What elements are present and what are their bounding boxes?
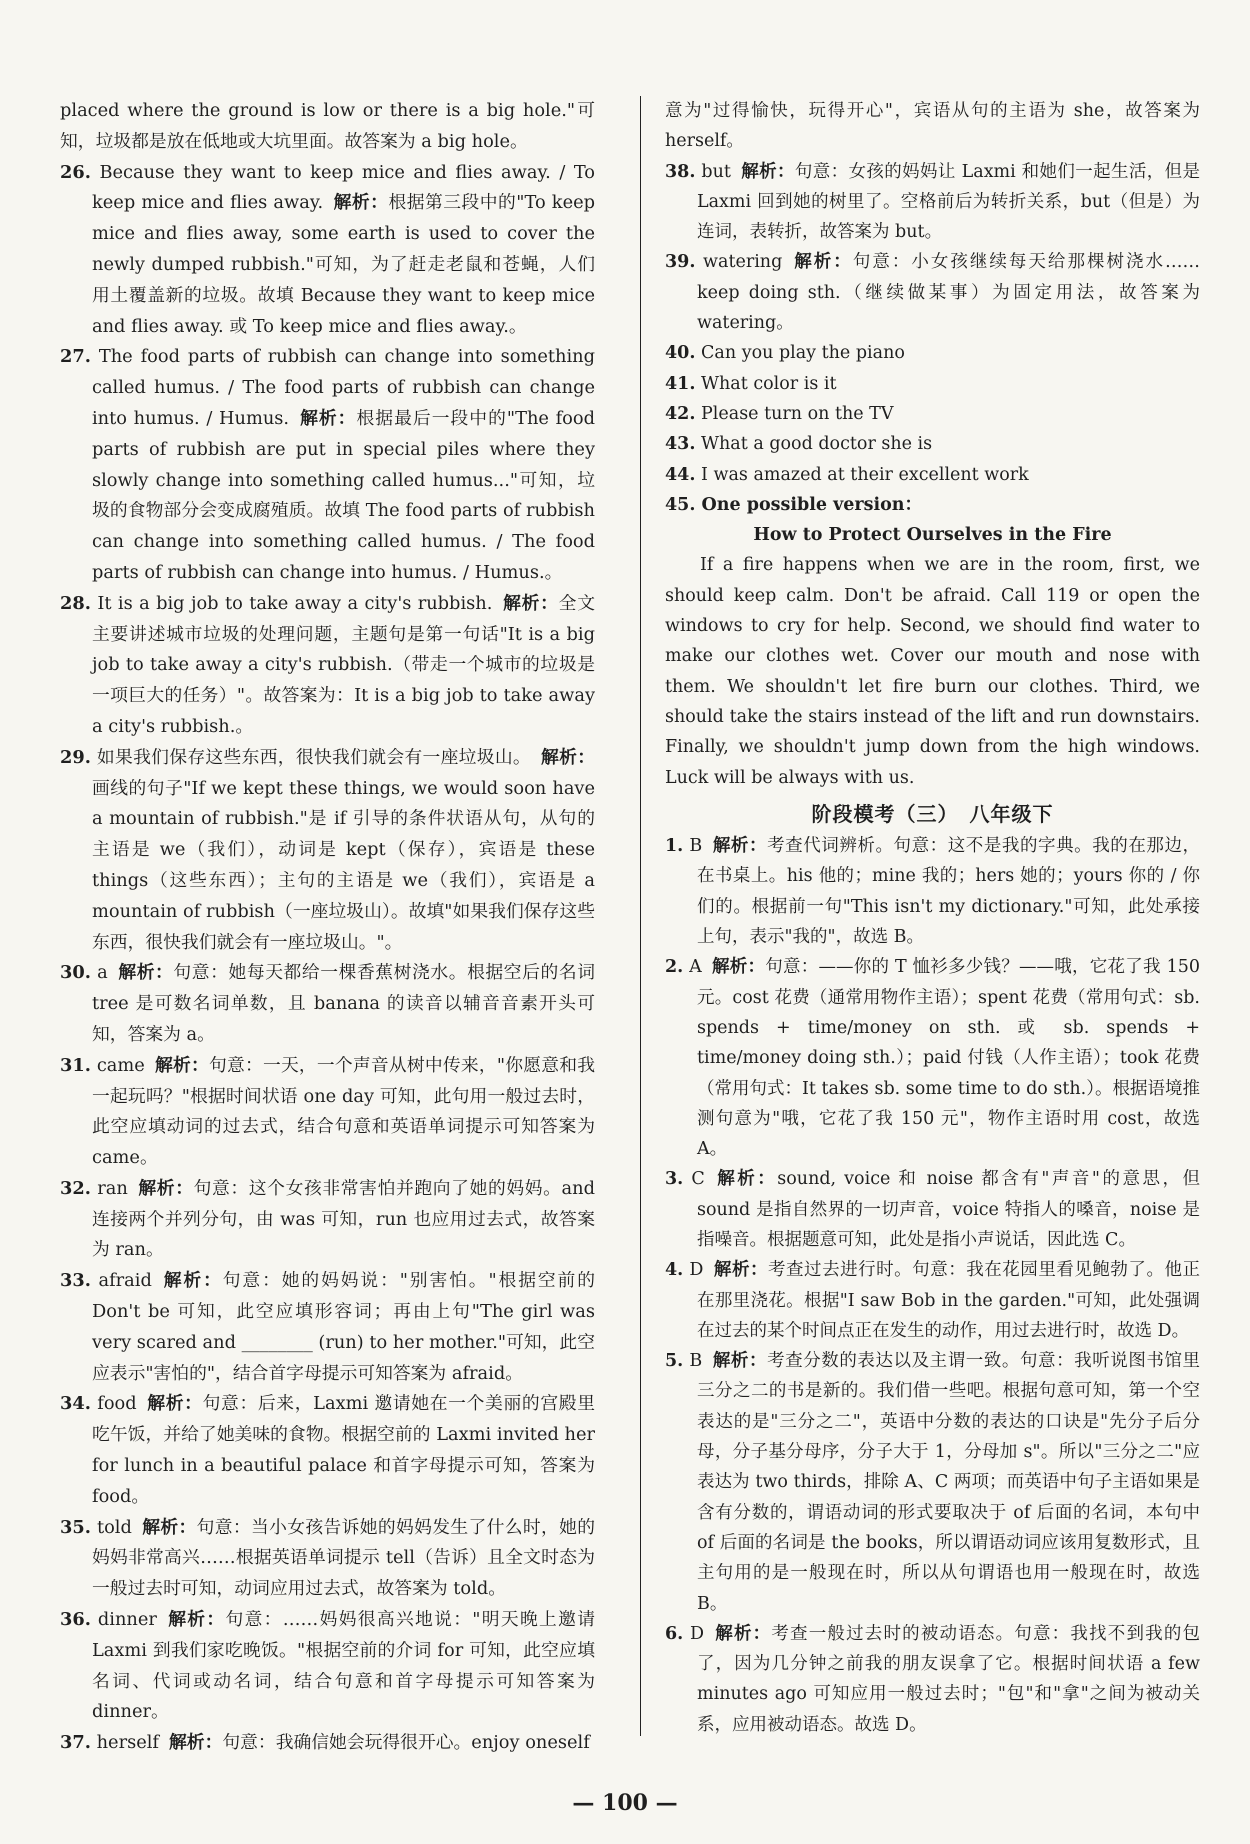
answer-item: [60, 342, 595, 588]
item-answer: 如果我们保存这些东西，很快我们就会有一座垃圾山。: [96, 746, 532, 768]
answer-item: [60, 1728, 595, 1759]
answer-item: [60, 1389, 595, 1512]
item-explanation: 句意：当小女孩告诉她的妈妈发生了什么时，她的妈妈非常高兴……根据英语单词提示 tell（告诉）且全文时态为一般过去时可知，动词应用过去式，故答案为 told。: [92, 1516, 595, 1600]
right-column: [665, 96, 1200, 1740]
item-explanation: 句意：——你的 T 恤衫多少钱？——哦，它花了我 150 元。cost 花费（通常用物作主语）；spent 花费（常用句式：sb. spends + time/money on sth. 或 sb. spends + time/money doing sth.）；paid 付钱（人作主语）；took 花费（常用句式：It takes sb. some time to do sth.）。根据语境推测句意为"哦，它花了我 150 元"，物作主语时用 cost，故选 A。: [697, 957, 1200, 1160]
item-answer: ran: [97, 1177, 128, 1199]
answer-item: [665, 157, 1200, 248]
analysis-tag: 解析：: [117, 962, 174, 984]
item-number: 42.: [665, 403, 696, 424]
answer-item: [665, 1346, 1200, 1619]
item-number: 34.: [60, 1393, 91, 1415]
page-number: — 100 —: [572, 1790, 678, 1816]
answer-item: [665, 1255, 1200, 1346]
right-answer-list: [665, 157, 1200, 490]
answer-item: [665, 1619, 1200, 1740]
item-answer: a: [97, 962, 108, 984]
item-answer: dinner: [97, 1609, 157, 1631]
analysis-tag: 解析：: [712, 1351, 768, 1372]
analysis-tag: 解析：: [137, 1177, 194, 1199]
item-answer: D: [690, 1623, 705, 1644]
item-answer: herself: [96, 1732, 159, 1754]
item-answer: C: [691, 1169, 705, 1190]
item-explanation: 句意：女孩的妈妈让 Laxmi 和她们一起生活，但是 Laxmi 回到她的树里了。空格前后为转折关系，but（但是）为连词，表转折，故答案为 but。: [697, 161, 1200, 243]
item-explanation: 根据最后一段中的"The food parts of rubbish are put in special piles where they slowly change into something called humus..."可知，垃圾的食物部分会变成腐殖质。故填 The food parts of rubbish can change into something called humus. / The food parts of rubbish can change into humus. / Humus.。: [92, 407, 595, 583]
item-explanation: 句意：……妈妈很高兴地说："明天晚上邀请 Laxmi 到我们家吃晚饭。"根据空前的介词 for 可知，此空应填名词、代词或动名词，结合句意和首字母提示可知答案为 dinner。: [92, 1609, 595, 1723]
analysis-tag: 解析：: [141, 1516, 197, 1538]
item-number: 2.: [665, 957, 684, 978]
item-number: 5.: [665, 1351, 684, 1372]
analysis-tag: 解析：: [792, 252, 853, 273]
analysis-tag: 解析：: [712, 836, 768, 857]
item-explanation: 考查一般过去时的被动语态。句意：我找不到我的包了，因为几分钟之前我的朋友误拿了它。根据时间状语 a few minutes ago 可知应用一般过去时；"包"和"拿"之间为被动关系，应用被动语态。故选 D。: [697, 1623, 1201, 1735]
item-explanation: 考查代词辨析。句意：这不是我的字典。我的在那边，在书桌上。his 他的；mine 我的；hers 她的；yours 你的 / 你们的。根据前一句"This isn't my dictionary."可知，此处承接上句，表示"我的"，故选 B。: [697, 836, 1201, 948]
item-explanation: 句意：后来，Laxmi 邀请她在一个美丽的宫殿里吃午饭，并给了她美味的食物。根据空前的 Laxmi invited her for lunch in a beautiful palace 和首字母提示可知，答案为 food。: [92, 1393, 595, 1507]
item-explanation: 句意：我确信她会玩得很开心。enjoy oneself: [222, 1732, 590, 1754]
left-answer-list: [60, 158, 595, 1759]
left-column: [60, 96, 595, 1759]
answer-item: [60, 1513, 595, 1605]
analysis-tag: 解析：: [146, 1393, 203, 1415]
analysis-tag: 解析：: [713, 1260, 768, 1281]
item-number: 27.: [60, 346, 91, 368]
answer-item: [60, 589, 595, 743]
item-answer: I was amazed at their excellent work: [701, 464, 1029, 485]
section-title: 阶段模考（三） 八年级下: [811, 801, 1054, 826]
answer-item: [60, 1266, 595, 1389]
item-answer: Can you play the piano: [701, 343, 905, 364]
answer-item: [60, 1174, 595, 1266]
item-answer: told: [96, 1516, 132, 1538]
item-explanation: 句意：她的妈妈说："别害怕。"根据空前的 Don't be 可知，此空应填形容词；再由上句"The girl was very scared and ________ (run) to her mother."可知，此空应表示"害怕的"，结合首字母提示可知答案为 afraid。: [92, 1270, 595, 1384]
item-number: 43.: [665, 434, 696, 455]
answer-item: [665, 952, 1200, 1164]
answer-item: [665, 369, 1200, 399]
item-answer: A: [689, 957, 702, 978]
item-answer: but: [701, 161, 731, 182]
item-number: 4.: [665, 1260, 684, 1281]
analysis-tag: 解析：: [714, 1169, 778, 1190]
item-number: 37.: [60, 1732, 91, 1754]
item-answer: Please turn on the TV: [701, 403, 894, 424]
item-answer: afraid: [98, 1270, 152, 1292]
item-explanation: 句意：这个女孩非常害怕并跑向了她的妈妈。and 连接两个并列分句，由 was 可知，run 也应用过去式，故答案为 ran。: [92, 1177, 595, 1261]
answer-item: [665, 247, 1200, 338]
item-answer: B: [689, 836, 703, 857]
item-number: 3.: [665, 1169, 684, 1190]
item-number: 6.: [665, 1623, 684, 1644]
item-number: 40.: [665, 343, 696, 364]
answer-item: [665, 1164, 1200, 1255]
analysis-tag: 解析：: [333, 192, 389, 214]
analysis-tag: 解析：: [166, 1609, 226, 1631]
answer-item: [60, 158, 595, 343]
analysis-tag: 解析：: [541, 746, 595, 768]
answer-item: [60, 743, 595, 959]
item-answer: D: [689, 1260, 704, 1281]
answer-item: [60, 1051, 595, 1174]
item-explanation: 全文主要讲述城市垃圾的处理问题，主题句是第一句话"It is a big job to take away a city's rubbish.（带走一个城市的垃圾是一项巨大的任务）"。故答案为：It is a big job to take away a city's rubbish.。: [92, 592, 595, 737]
item-number: 33.: [60, 1270, 91, 1292]
analysis-tag: 解析：: [502, 592, 559, 614]
item-explanation: 句意：一天，一个声音从树中传来，"你愿意和我一起玩吗？"根据时间状语 one day 可知，此句用一般过去时，此空应填动词的过去式，结合句意和英语单词提示可知答案为 came。: [92, 1054, 595, 1169]
continued-text: placed where the ground is low or there is a big hole."可知，垃圾都是放在低地或大坑里面。故答案为 a big hole。: [60, 100, 595, 152]
item-number: 1.: [665, 836, 684, 857]
item-explanation: 句意：她每天都给一棵香蕉树浇水。根据空后的名词 tree 是可数名词单数，且 banana 的读音以辅音音素开头可知，答案为 a。: [92, 962, 595, 1045]
item-number: 26.: [60, 161, 91, 183]
item-number: 30.: [60, 962, 91, 984]
essay-body: If a fire happens when we are in the room, first, we should keep calm. Don't be afraid. Call 119 or open the windows to cry for help. Second, we should find water to make our clothes wet. Cover our mouth and nose with them. We shouldn't let fire burn our clothes. Third, we should take the stairs instead of the lift and run downstairs. Finally, we shouldn't jump down from the high windows. Luck will be always with us.: [665, 555, 1200, 788]
answer-item: [665, 831, 1200, 952]
item-number: 28.: [60, 592, 91, 614]
answer-item: [665, 429, 1200, 459]
analysis-tag: 解析：: [299, 407, 357, 429]
item-number: 38.: [665, 161, 696, 182]
item-explanation: 句意：小女孩继续每天给那棵树浇水……keep doing sth.（继续做某事）为固定用法，故答案为 watering。: [697, 252, 1200, 334]
analysis-tag: 解析：: [711, 957, 766, 978]
item-number: 35.: [60, 1516, 91, 1538]
item-answer: What color is it: [701, 373, 837, 394]
answer-item: [60, 958, 595, 1050]
item-number: 36.: [60, 1609, 91, 1631]
item-number: 39.: [665, 252, 696, 273]
item-number: 29.: [60, 746, 91, 768]
essay-title: How to Protect Ourselves in the Fire: [753, 525, 1112, 546]
item-number: 32.: [60, 1177, 91, 1199]
item-answer: What a good doctor she is: [701, 434, 933, 455]
analysis-tag: 解析：: [169, 1732, 223, 1754]
item-explanation: sound, voice 和 noise 都含有"声音"的意思，但 sound 是指自然界的一切声音，voice 特指人的嗓音，noise 是指噪音。根据题意可知，此处是指小声说话，因此选 C。: [697, 1169, 1200, 1250]
quiz-answer-list: [665, 831, 1200, 1740]
column-divider: [640, 96, 641, 1736]
item-explanation: 根据第三段中的"To keep mice and flies away, some earth is used to cover the newly dumped rubbish."可知，为了赶走老鼠和苍蝇，人们用土覆盖新的垃圾。故填 Because they want to keep mice and flies away. 或 To keep mice and flies away.。: [92, 192, 595, 337]
item-explanation: 考查分数的表达以及主谓一致。句意：我听说图书馆里三分之二的书是新的。我们借一些吧。根据句意可知，第一个空表达的是"三分之二"，英语中分数的表达的口诀是"先分子后分母，分子基分母序，分子大于 1，分母加 s"。所以"三分之二"应表达为 two thirds，排除 A、C 两项；而英语中句子主语如果是含有分数的，谓语动词的形式要取决于 of 后面的名词，本句中 of 后面的名词是 the books，所以谓语动词应该用复数形式，且主句用的是一般现在时，所以从句谓语也用一般现在时，故选 B。: [697, 1351, 1201, 1614]
analysis-tag: 解析：: [161, 1270, 223, 1292]
item-answer: B: [689, 1351, 703, 1372]
item-answer: It is a big job to take away a city's rubbish.: [97, 592, 493, 614]
item-number: 41.: [665, 373, 696, 394]
analysis-tag: 解析：: [154, 1054, 209, 1076]
item-answer: The food parts of rubbish can change into something called humus. / The food parts of rubbish can change into humus. / Humus.: [92, 346, 595, 429]
item-explanation: 考查过去进行时。句意：我在花园里看见鲍勃了。他正在那里浇花。根据"I saw Bob in the garden."可知，此处强调在过去的某个时间点正在发生的动作，用过去进行时，故选 D。: [697, 1260, 1200, 1341]
analysis-tag: 解析：: [714, 1623, 772, 1644]
answer-item: [665, 460, 1200, 490]
answer-item: [665, 338, 1200, 368]
answer-item: [60, 1605, 595, 1728]
analysis-tag: 解析：: [740, 161, 795, 182]
essay-heading: 45. One possible version：: [665, 494, 923, 515]
answer-item: [665, 399, 1200, 429]
continued-text: 意为"过得愉快，玩得开心"，宾语从句的主语为 she，故答案为 herself。: [665, 101, 1200, 152]
item-number: 44.: [665, 464, 696, 485]
item-answer: came: [96, 1054, 145, 1076]
item-number: 31.: [60, 1054, 91, 1076]
item-explanation: 画线的句子"If we kept these things, we would soon have a mountain of rubbish."是 if 引导的条件状语从句，从句的主语是 we（我们），动词是 kept（保存），宾语是 these things（这些东西）；主句的主语是 we（我们），宾语是 a mountain of rubbish（一座垃圾山）。故填"如果我们保存这些东西，很快我们就会有一座垃圾山。"。: [92, 777, 595, 953]
item-answer: Because they want to keep mice and flies away. / To keep mice and flies away.: [92, 161, 596, 214]
item-answer: watering: [703, 252, 783, 273]
item-answer: food: [97, 1393, 137, 1415]
